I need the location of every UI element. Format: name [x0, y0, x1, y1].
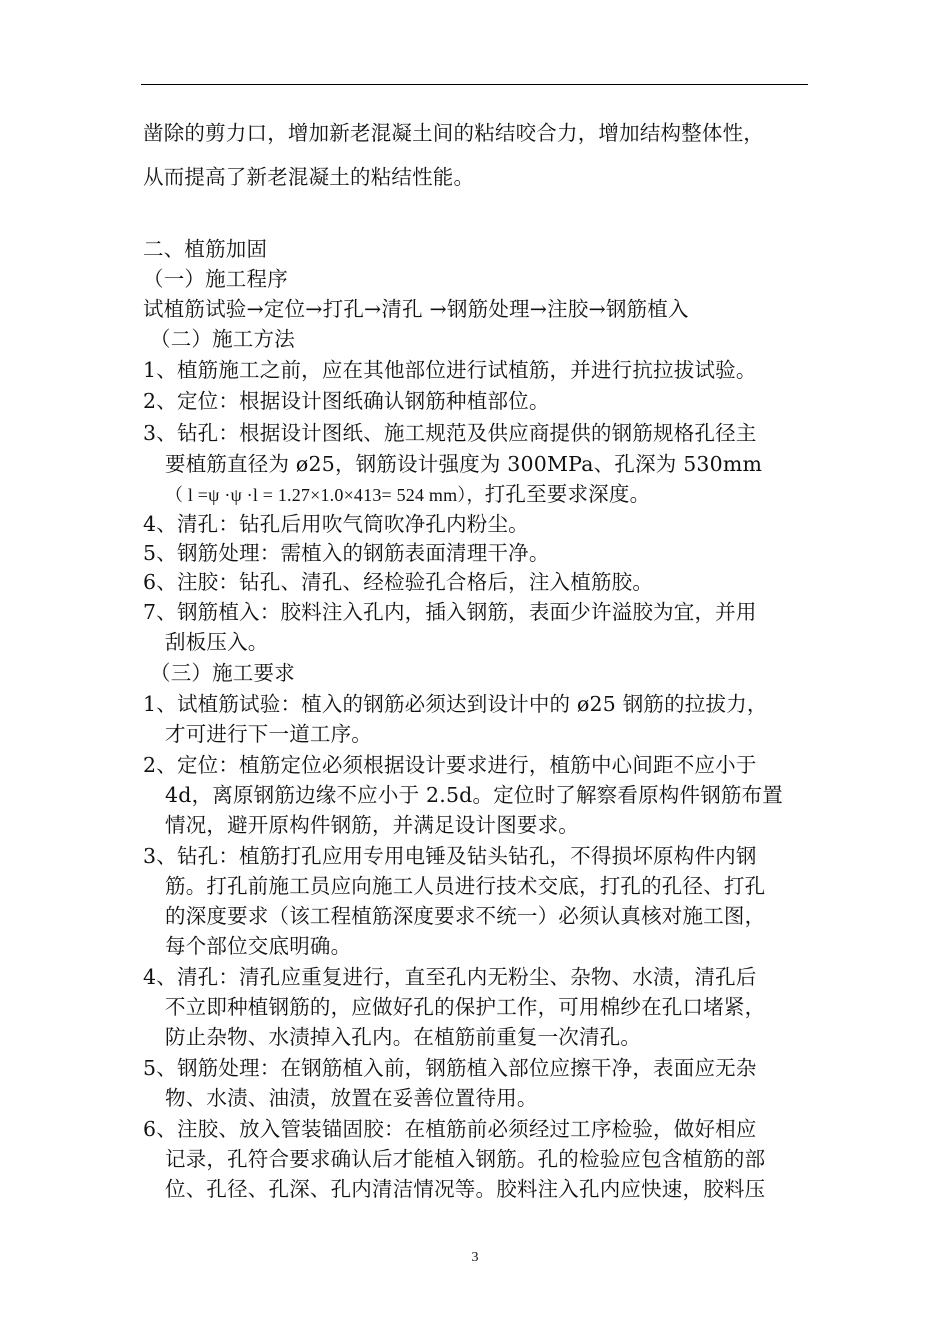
req-item-6: 6、注胶、放入管装锚固胶：在植筋前必须经过工序检验，做好相应	[143, 1117, 757, 1141]
paragraph-line: 凿除的剪力口，增加新老混凝土间的粘结咬合力，增加结构整体性，	[143, 121, 764, 145]
req-item-3: 3、钻孔：植筋打孔应用专用电锤及钻头钻孔，不得损坏原构件内钢	[143, 844, 757, 868]
method-item-5: 5、钢筋处理：需植入的钢筋表面清理干净。	[143, 541, 550, 565]
req-item-2: 2、定位：植筋定位必须根据设计要求进行，植筋中心间距不应小于	[143, 753, 757, 777]
method-item-7: 7、钢筋植入：胶料注入孔内，插入钢筋，表面少许溢胶为宜，并用	[143, 600, 757, 624]
page-number: 3	[471, 1250, 479, 1265]
method-item-3-formula-line	[165, 481, 650, 508]
req-item-6-cont: 位、孔径、孔深、孔内清洁情况等。胶料注入孔内应快速，胶料压	[165, 1177, 766, 1201]
method-item-3-tail: 打孔至要求深度。	[484, 482, 651, 506]
header-rule	[141, 84, 808, 85]
req-item-3-cont: 筋。打孔前施工员应向施工人员进行技术交底，打孔的孔径、打孔	[165, 874, 766, 898]
req-item-4-cont: 防止杂物、水渍掉入孔内。在植筋前重复一次清孔。	[165, 1025, 642, 1049]
subsection-title-procedure: （一）施工程序	[143, 267, 288, 291]
anchor-length-formula: （ l =ψ ·ψ ·l = 1.27×1.0×413= 524 mm），	[165, 485, 485, 505]
req-item-1-cont: 才可进行下一道工序。	[165, 722, 372, 746]
paragraph-line: 从而提高了新老混凝土的粘结性能。	[143, 165, 475, 189]
req-item-2-cont: 情况，避开原构件钢筋，并满足设计图要求。	[165, 813, 579, 837]
procedure-flow: 试植筋试验→定位→打孔→清孔 →钢筋处理→注胶→钢筋植入	[143, 297, 689, 321]
req-item-5-cont: 物、水渍、油渍，放置在妥善位置待用。	[165, 1086, 538, 1110]
req-item-1: 1、试植筋试验：植入的钢筋必须达到设计中的 ø25 钢筋的拉拔力，	[143, 692, 768, 716]
method-item-4: 4、清孔：钻孔后用吹气筒吹净孔内粉尘。	[143, 512, 529, 536]
method-item-3-cont: 要植筋直径为 ø25，钢筋设计强度为 300MPa、孔深为 530mm	[165, 452, 763, 476]
method-item-7-cont: 刮板压入。	[165, 630, 269, 654]
req-item-6-cont: 记录，孔符合要求确认后才能植入钢筋。孔的检验应包含植筋的部	[165, 1147, 766, 1171]
method-item-1: 1、植筋施工之前，应在其他部位进行试植筋，并进行抗拉拔试验。	[143, 358, 757, 382]
method-item-6: 6、注胶：钻孔、清孔、经检验孔合格后，注入植筋胶。	[143, 570, 654, 594]
req-item-4: 4、清孔：清孔应重复进行，直至孔内无粉尘、杂物、水渍，清孔后	[143, 965, 757, 989]
method-item-2: 2、定位：根据设计图纸确认钢筋种植部位。	[143, 389, 550, 413]
req-item-2-cont: 4d，离原钢筋边缘不应小于 2.5d。定位时了解察看原构件钢筋布置	[165, 783, 784, 807]
req-item-3-cont: 的深度要求（该工程植筋深度要求不统一）必须认真核对施工图，	[165, 904, 766, 928]
req-item-5: 5、钢筋处理：在钢筋植入前，钢筋植入部位应擦干净，表面应无杂	[143, 1056, 757, 1080]
req-item-3-cont: 每个部位交底明确。	[165, 934, 352, 958]
req-item-4-cont: 不立即种植钢筋的，应做好孔的保护工作，可用棉纱在孔口堵紧，	[165, 995, 766, 1019]
method-item-3: 3、钻孔：根据设计图纸、施工规范及供应商提供的钢筋规格孔径主	[143, 421, 757, 445]
section-title: 二、植筋加固	[143, 237, 268, 261]
subsection-title-requirements: （三）施工要求	[150, 661, 295, 685]
subsection-title-method: （二）施工方法	[150, 327, 295, 351]
